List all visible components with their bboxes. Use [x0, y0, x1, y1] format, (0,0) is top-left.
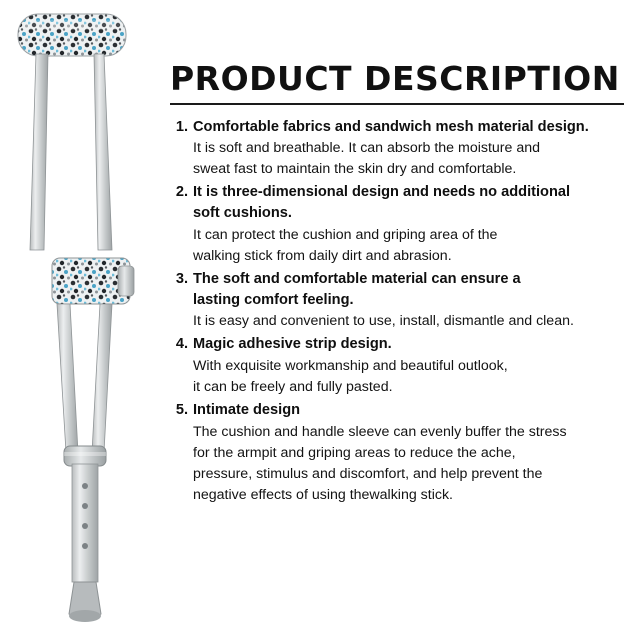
feature-heading: [168, 400, 626, 421]
feature-heading-text: It is three-dimensional design and needs no additional: [193, 184, 571, 201]
lower-rails: [57, 304, 112, 452]
feature-heading: [168, 334, 626, 355]
feature-body: [168, 311, 626, 332]
feature-body-line: It is soft and breathable. It can absorb the moisture and: [193, 140, 541, 157]
feature-body: [168, 356, 626, 398]
list-item: [168, 334, 626, 398]
feature-heading-continued: [168, 203, 626, 224]
upper-rails: [30, 54, 112, 250]
rubber-tip: [69, 582, 101, 622]
feature-heading: [168, 117, 626, 138]
feature-body-line: negative effects of using thewalking stick.: [193, 486, 453, 503]
feature-number: 4.: [175, 336, 188, 353]
lower-shaft: [72, 464, 98, 582]
feature-body-line: sweat fast to maintain the skin dry and comfortable.: [193, 161, 517, 178]
feature-heading-text: Intimate design: [193, 402, 301, 419]
feature-body-line: pressure, stimulus and discomfort, and help prevent the: [193, 465, 543, 482]
feature-heading-text: The soft and comfortable material can ensure a: [193, 270, 521, 287]
feature-heading: [168, 182, 626, 203]
product-image: [0, 0, 160, 640]
feature-body-line: walking stick from daily dirt and abrasion.: [193, 247, 452, 264]
feature-body-line: With exquisite workmanship and beautiful outlook,: [193, 358, 508, 375]
feature-body: [168, 422, 626, 506]
feature-body: [168, 225, 626, 267]
feature-number: 2.: [175, 184, 188, 201]
underarm-cushion: [18, 14, 126, 56]
feature-heading-continued: [168, 290, 626, 311]
feature-heading-text: Comfortable fabrics and sandwich mesh material design.: [193, 118, 589, 135]
list-item: [168, 117, 626, 181]
height-adjust-collar: [64, 446, 106, 466]
feature-list: [168, 105, 626, 506]
feature-heading-text: Magic adhesive strip design.: [193, 336, 392, 353]
feature-number: 1.: [175, 118, 188, 135]
page-title: PRODUCT DESCRIPTION: [170, 59, 620, 98]
feature-body: [168, 138, 626, 180]
feature-body-line: for the armpit and griping areas to reduce the ache,: [193, 444, 516, 461]
description-content: [160, 0, 640, 640]
list-item: [168, 182, 626, 266]
list-item: [168, 269, 626, 332]
feature-body-line: The cushion and handle sleeve can evenly buffer the stress: [193, 423, 567, 440]
feature-number: 3.: [175, 270, 188, 287]
feature-body-line: It can protect the cushion and griping area of the: [193, 226, 498, 243]
crutch-illustration: [0, 0, 160, 640]
handle-cushion: [52, 258, 134, 304]
feature-heading-text-2: lasting comfort feeling.: [193, 291, 354, 308]
feature-heading-text-2: soft cushions.: [193, 205, 292, 222]
feature-body-line: It is easy and convenient to use, install, dismantle and clean.: [193, 313, 574, 330]
feature-body-line: it can be freely and fully pasted.: [193, 379, 393, 396]
feature-heading: [168, 269, 626, 290]
feature-number: 5.: [175, 402, 188, 419]
list-item: [168, 400, 626, 506]
